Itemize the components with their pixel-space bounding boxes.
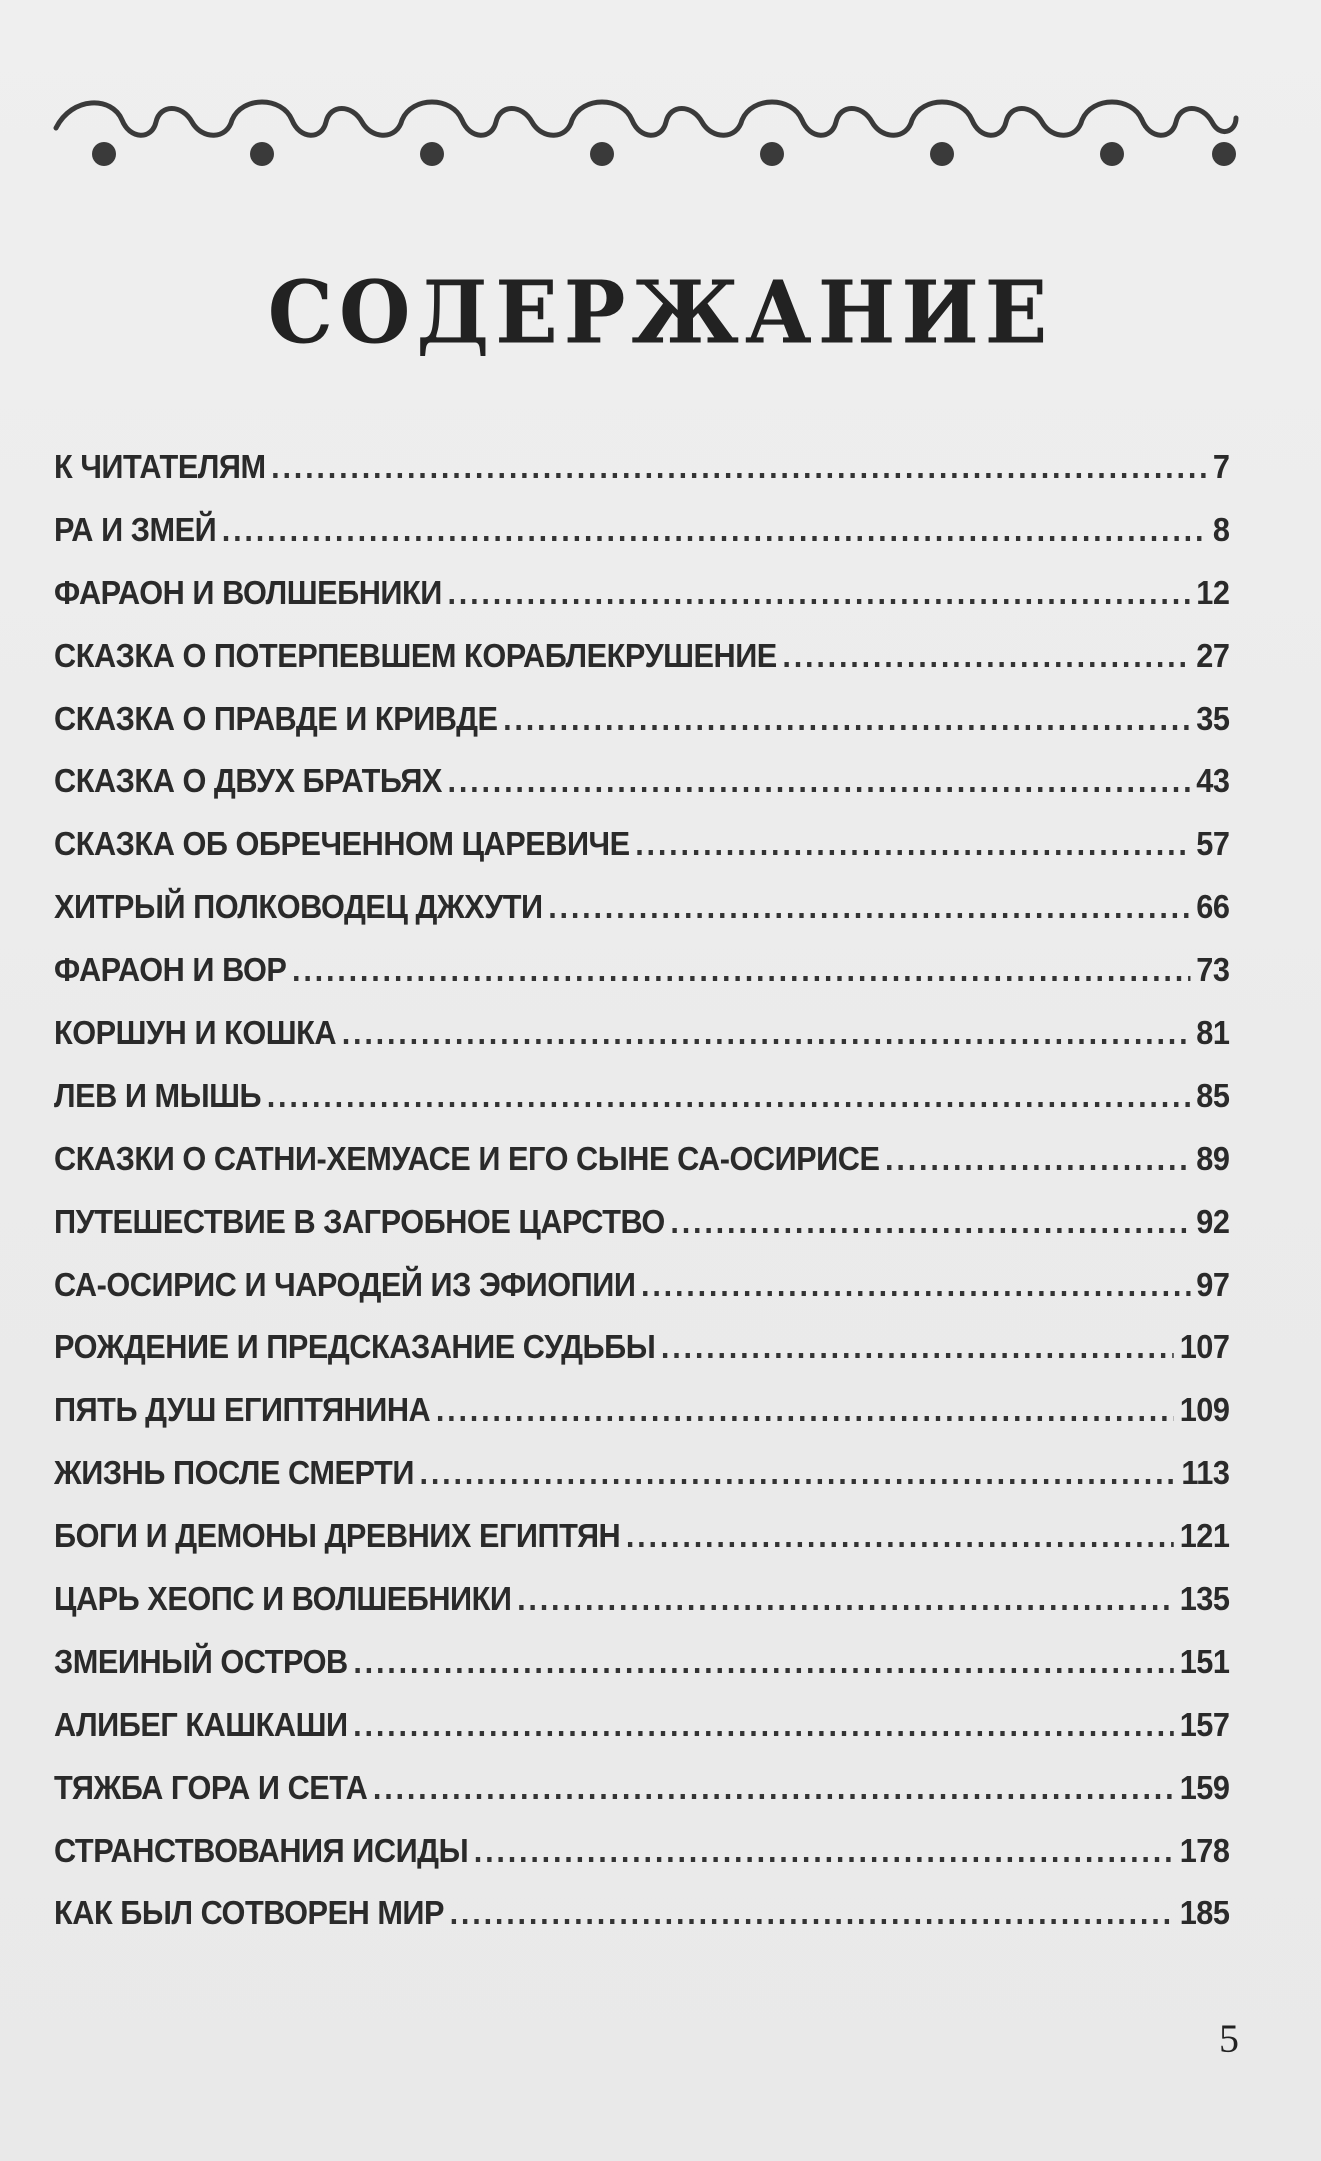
table-of-contents (54, 448, 1230, 1957)
toc-entry-title: ЦАРЬ ХЕОПС И ВОЛШЕБНИКИ (54, 1580, 512, 1618)
toc-entry-page: 107 (1179, 1328, 1230, 1366)
dot-leader (661, 1328, 1174, 1366)
toc-entry-page: 178 (1179, 1831, 1230, 1869)
toc-entry-page: 92 (1196, 1202, 1230, 1240)
dot-leader (292, 951, 1191, 989)
toc-entry-page: 157 (1179, 1705, 1230, 1743)
toc-entry-title: ЛЕВ И МЫШЬ (54, 1076, 262, 1114)
toc-entry-page: 57 (1196, 825, 1230, 863)
toc-entry-title: ФАРАОН И ВОР (54, 951, 287, 989)
dot-leader (782, 637, 1190, 675)
toc-entry-title: СКАЗКИ О САТНИ-ХЕМУАСЕ И ЕГО СЫНЕ СА-ОСИРИСЕ (54, 1139, 880, 1177)
toc-entry-page: 66 (1196, 888, 1230, 926)
toc-entry-title: КОРШУН И КОШКА (54, 1014, 337, 1052)
toc-entry[interactable] (54, 1580, 1230, 1643)
dot-leader (450, 1894, 1175, 1932)
dot-leader (548, 888, 1190, 926)
toc-entry-page: 81 (1196, 1014, 1230, 1052)
toc-entry-page: 43 (1196, 762, 1230, 800)
toc-entry-title: ЖИЗНЬ ПОСЛЕ СМЕРТИ (54, 1454, 414, 1492)
toc-entry[interactable] (54, 1706, 1230, 1769)
toc-entry[interactable] (54, 1894, 1230, 1957)
dot-leader (517, 1580, 1174, 1618)
page-number: 5 (1219, 2016, 1239, 2061)
toc-entry-title: СКАЗКА ОБ ОБРЕЧЕННОМ ЦАРЕВИЧЕ (54, 825, 630, 863)
dot-leader (436, 1391, 1174, 1429)
toc-entry-title: СКАЗКА О ПРАВДЕ И КРИВДЕ (54, 699, 498, 737)
toc-entry-title: КАК БЫЛ СОТВОРЕН МИР (54, 1894, 445, 1932)
toc-entry[interactable] (54, 700, 1230, 763)
dot-leader (503, 700, 1191, 738)
toc-entry-page: 12 (1196, 573, 1230, 611)
toc-entry-title: ЗМЕИНЫЙ ОСТРОВ (54, 1642, 348, 1680)
toc-entry-page: 89 (1196, 1139, 1230, 1177)
toc-entry[interactable] (54, 1014, 1230, 1077)
dot-leader (626, 1517, 1174, 1555)
toc-entry-title: ПУТЕШЕСТВИЕ В ЗАГРОБНОЕ ЦАРСТВО (54, 1202, 665, 1240)
dot-leader (447, 574, 1190, 612)
toc-entry-title: СКАЗКА О ДВУХ БРАТЬЯХ (54, 762, 442, 800)
toc-entry[interactable] (54, 762, 1230, 825)
dot-leader (448, 762, 1191, 800)
decorative-ornament-border (52, 88, 1240, 178)
toc-entry-page: 85 (1196, 1076, 1230, 1114)
toc-entry-page: 159 (1179, 1768, 1230, 1806)
dot-leader (641, 1266, 1191, 1304)
toc-entry-page: 7 (1212, 448, 1230, 485)
toc-entry[interactable] (54, 1832, 1230, 1895)
toc-entry-page: 151 (1179, 1642, 1230, 1680)
toc-entry[interactable] (54, 1643, 1230, 1706)
toc-entry[interactable] (54, 825, 1230, 888)
dot-leader (222, 511, 1208, 549)
toc-entry-page: 97 (1196, 1265, 1230, 1303)
dot-leader (353, 1706, 1174, 1744)
toc-entry[interactable] (54, 951, 1230, 1014)
toc-entry-page: 121 (1179, 1517, 1230, 1555)
toc-entry-page: 8 (1212, 510, 1230, 548)
toc-entry[interactable] (54, 1266, 1230, 1329)
dot-leader (635, 825, 1190, 863)
toc-entry[interactable] (54, 448, 1230, 511)
dot-leader (267, 1077, 1191, 1115)
dot-leader (271, 448, 1207, 486)
dot-leader (342, 1014, 1191, 1052)
toc-entry-title: СКАЗКА О ПОТЕРПЕВШЕМ КОРАБЛЕКРУШЕНИЕ (54, 636, 777, 674)
toc-entry-page: 35 (1196, 699, 1230, 737)
toc-entry-title: К ЧИТАТЕЛЯМ (54, 448, 266, 485)
toc-entry-title: РОЖДЕНИЕ И ПРЕДСКАЗАНИЕ СУДЬБЫ (54, 1328, 656, 1366)
toc-entry[interactable] (54, 1328, 1230, 1391)
toc-entry-title: ХИТРЫЙ ПОЛКОВОДЕЦ ДЖХУТИ (54, 888, 543, 926)
toc-entry[interactable] (54, 637, 1230, 700)
toc-entry-title: СТРАНСТВОВАНИЯ ИСИДЫ (54, 1831, 469, 1869)
toc-entry-page: 185 (1179, 1894, 1230, 1932)
toc-entry[interactable] (54, 1391, 1230, 1454)
toc-entry-title: ТЯЖБА ГОРА И СЕТА (54, 1768, 368, 1806)
toc-entry-title: ФАРАОН И ВОЛШЕБНИКИ (54, 573, 442, 611)
dot-leader (353, 1643, 1174, 1681)
toc-entry[interactable] (54, 1769, 1230, 1832)
toc-entry-page: 113 (1181, 1454, 1230, 1492)
toc-entry[interactable] (54, 574, 1230, 637)
toc-entry-title: БОГИ И ДЕМОНЫ ДРЕВНИХ ЕГИПТЯН (54, 1517, 621, 1555)
toc-entry[interactable] (54, 888, 1230, 951)
page-title: СОДЕРЖАНИЕ (267, 262, 1054, 364)
toc-entry-title: АЛИБЕГ КАШКАШИ (54, 1705, 348, 1743)
toc-entry-title: ПЯТЬ ДУШ ЕГИПТЯНИНА (54, 1391, 431, 1429)
toc-entry-page: 73 (1196, 951, 1230, 989)
toc-entry[interactable] (54, 511, 1230, 574)
toc-entry-page: 135 (1179, 1580, 1230, 1618)
dot-leader (474, 1832, 1174, 1870)
toc-entry[interactable] (54, 1077, 1230, 1140)
toc-entry[interactable] (54, 1454, 1230, 1517)
toc-entry-title: РА И ЗМЕЙ (54, 510, 217, 548)
toc-entry[interactable] (54, 1140, 1230, 1203)
dot-leader (885, 1140, 1191, 1178)
toc-entry-title: СА-ОСИРИС И ЧАРОДЕЙ ИЗ ЭФИОПИИ (54, 1265, 636, 1303)
dot-leader (670, 1203, 1190, 1241)
toc-entry[interactable] (54, 1203, 1230, 1266)
toc-entry[interactable] (54, 1517, 1230, 1580)
toc-entry-page: 27 (1196, 636, 1230, 674)
toc-entry-page: 109 (1179, 1391, 1230, 1429)
dot-leader (420, 1454, 1176, 1492)
dot-leader (373, 1769, 1174, 1807)
